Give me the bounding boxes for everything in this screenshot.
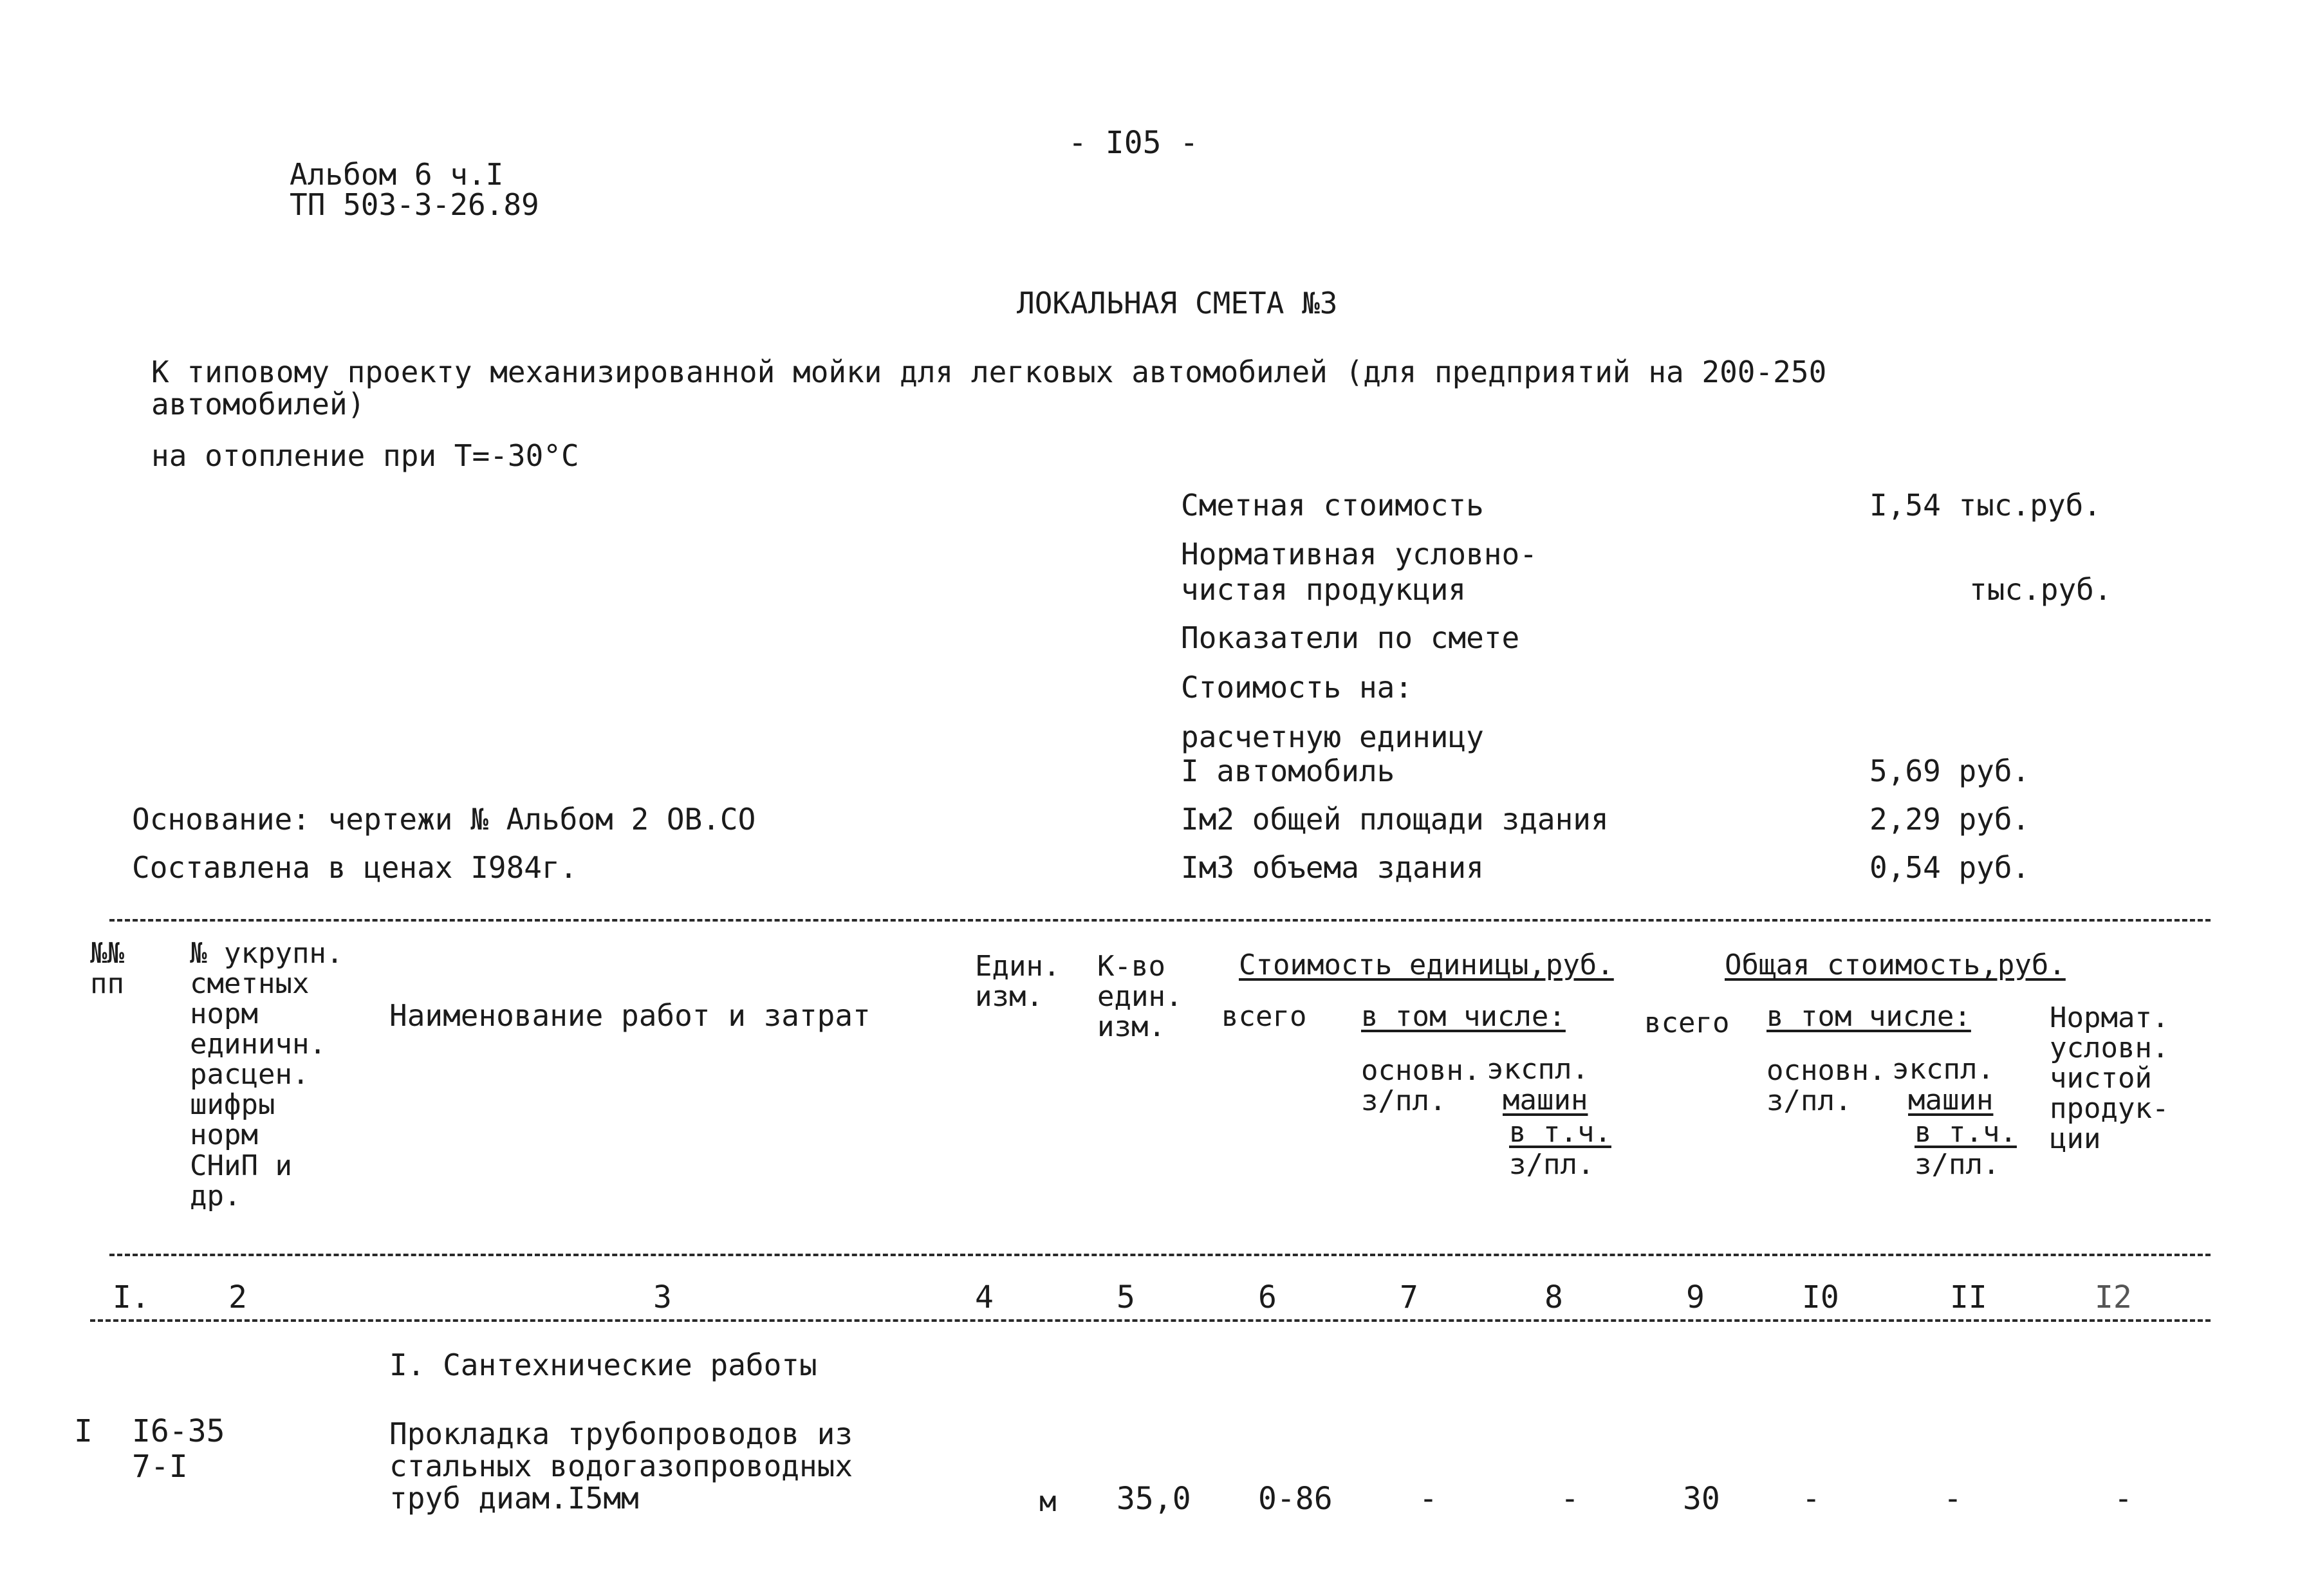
colnum-5: 5 [1117, 1279, 1135, 1315]
row1-code-2: 7-I [132, 1449, 188, 1485]
colnum-9: 9 [1686, 1279, 1705, 1315]
total-incl-header: в том числе: [1766, 1000, 1971, 1033]
row1-unit-total: 0-86 [1258, 1481, 1333, 1517]
row1-name-3: труб диам.I5мм [389, 1481, 639, 1516]
section-title: I. Сантехнические работы [389, 1348, 817, 1382]
m3-label: Iм3 объема здания [1181, 850, 1484, 885]
total-mashin-header: машин [1908, 1084, 1994, 1117]
document-title: ЛОКАЛЬНАЯ СМЕТА №3 [1017, 286, 1338, 320]
colnum-11: II [1950, 1279, 1987, 1315]
colnum-8: 8 [1544, 1279, 1563, 1315]
colnum-3: 3 [653, 1279, 672, 1315]
normativ-value: тыс.руб. [1969, 572, 2112, 607]
header-bottom-rule [109, 1254, 2211, 1256]
unit-zpl-header: з/пл. [1509, 1148, 1595, 1181]
row1-name-2: стальных водогазопроводных [389, 1449, 853, 1483]
normativ-label-1: Нормативная условно- [1181, 537, 1537, 571]
col-name-header: Наименование работ и затрат [389, 998, 871, 1033]
colnum-10: I0 [1802, 1279, 1839, 1315]
unit-incl-header: в том числе: [1361, 1000, 1566, 1033]
raschet-value: 5,69 руб. [1869, 754, 2030, 788]
basis-drawings: Основание: чертежи № Альбом 2 ОВ.СО [132, 802, 756, 837]
total-osn-header: основн. з/пл. [1766, 1054, 1886, 1118]
unit-total-header: всего [1221, 1000, 1307, 1033]
smetnaya-label: Сметная стоимость [1181, 488, 1484, 523]
unit-osn-header: основн. з/пл. [1361, 1054, 1481, 1118]
basis-prices: Составлена в ценах I984г. [132, 850, 578, 885]
colnum-rule [90, 1319, 2211, 1322]
col-unit-header: Един. изм. [975, 950, 1061, 1014]
m3-value: 0,54 руб. [1869, 850, 2030, 885]
row1-unit-ekspl: - [1561, 1481, 1579, 1517]
unit-ekspl-header: экспл. [1487, 1053, 1589, 1086]
row1-total-ekspl: - [1943, 1481, 1962, 1517]
row1-qty: 35,0 [1117, 1481, 1191, 1517]
colnum-7: 7 [1400, 1279, 1418, 1315]
pokazateli-label: Показатели по смете [1181, 620, 1520, 655]
row1-code-1: I6-35 [132, 1413, 225, 1449]
row1-normat: - [2114, 1481, 2133, 1517]
col-qty-header: К-во един. изм. [1097, 950, 1183, 1044]
unit-mashin-header: машин [1503, 1084, 1588, 1117]
row1-total-osn: - [1802, 1481, 1821, 1517]
colnum-2: 2 [228, 1279, 247, 1315]
table-top-rule [109, 919, 2211, 922]
raschet-label-2: I автомобиль [1181, 754, 1395, 788]
page-number: - I05 - [1068, 125, 1199, 161]
total-total-header: всего [1644, 1007, 1730, 1039]
stoimost-na-label: Стоимость на: [1181, 670, 1413, 705]
row1-total: 30 [1683, 1481, 1720, 1517]
m2-label: Iм2 общей площади здания [1181, 802, 1609, 837]
colnum-12: I2 [2095, 1279, 2132, 1315]
unit-vtch-header: в т.ч. [1509, 1116, 1611, 1149]
total-cost-group-header: Общая стоимость,руб. [1725, 949, 2066, 981]
album-label: Альбом 6 ч.I [290, 157, 504, 192]
colnum-6: 6 [1258, 1279, 1277, 1315]
raschet-label-1: расчетную единицу [1181, 719, 1484, 754]
total-zpl-header: з/пл. [1915, 1148, 2000, 1181]
row1-name-1: Прокладка трубопроводов из [389, 1416, 853, 1451]
col-code-header: № укрупн. сметных норм единичн. расцен. шифры норм СНиП и др. [190, 937, 344, 1212]
row1-unit-osn: - [1419, 1481, 1438, 1517]
subtitle-line-3: на отопление при T=-30°C [151, 438, 579, 473]
col-number-header: №№ пп [90, 937, 124, 1001]
smetnaya-value: I,54 тыс.руб. [1869, 488, 2102, 523]
unit-cost-group-header: Стоимость единицы,руб. [1239, 949, 1614, 981]
subtitle-line-2: автомобилей) [151, 387, 366, 422]
colnum-4: 4 [975, 1279, 994, 1315]
normat-header: Нормат. условн. чистой продук- ции [2050, 1001, 2169, 1156]
subtitle-line-1: К типовому проекту механизированной мойки для легковых автомобилей (для предприятий на 200-250 [151, 355, 1827, 389]
m2-value: 2,29 руб. [1869, 802, 2030, 837]
total-vtch-header: в т.ч. [1915, 1116, 2017, 1149]
row1-number: I [74, 1413, 93, 1449]
normativ-label-2: чистая продукция [1181, 572, 1467, 607]
project-code: ТП 503-3-26.89 [290, 187, 539, 222]
colnum-1: I. [113, 1279, 150, 1315]
total-ekspl-header: экспл. [1892, 1053, 1994, 1086]
row1-unit: м [1039, 1485, 1057, 1518]
